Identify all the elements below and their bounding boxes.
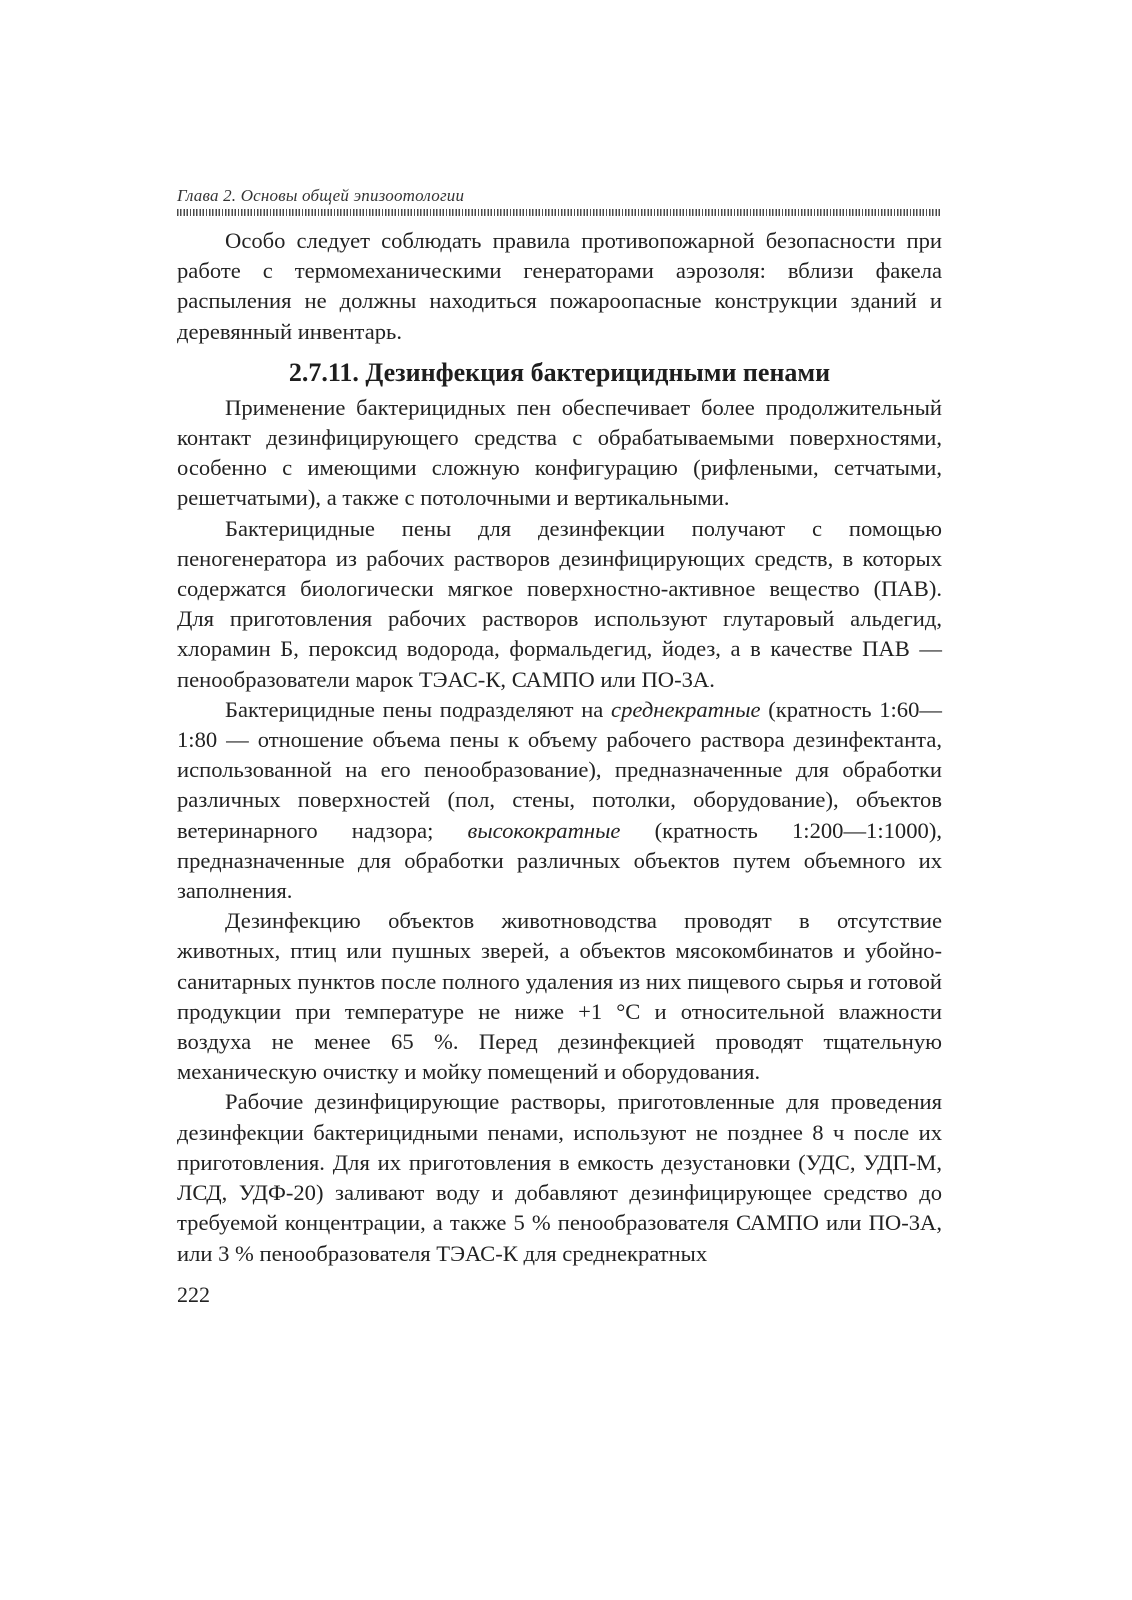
paragraph-1: Применение бактерицидных пен обеспечивает более продолжительный контакт дезинфицирующего средства с обрабатываемыми поверхностями, особенно с имеющими сложную конфигурацию (рифлеными, сетчатыми, решетчатыми), а также с потолочными и вертикальными.: [177, 394, 942, 511]
header-rule: [177, 209, 942, 216]
running-head: Глава 2. Основы общей эпизоотологии: [177, 186, 465, 205]
page-number: 222: [177, 1281, 210, 1307]
term-medium-expansion: среднекратные: [611, 696, 761, 722]
paragraph-3-text-2: (кратность 1:60—1:80 — отношение объема пены к объему рабочего раствора дезинфектанта, использованной на его пенообразование), предназначенные для обработки различных поверхностей (пол, стены, потолки, оборудование), объектов ветеринарного надзора;: [177, 696, 942, 843]
page-body: [177, 226, 942, 1269]
intro-paragraph: Особо следует соблюдать правила противопожарной безопасности при работе с термомеханическими генераторами аэрозоля: вблизи факела распыления не должны находиться пожароопасные конструкции зданий и деревянный инвентарь.: [177, 228, 942, 344]
term-high-expansion: высокократные: [467, 817, 621, 843]
paragraph-3-text-1: Бактерицидные пены подразделяют на: [225, 696, 612, 722]
book-page: [177, 186, 942, 1309]
paragraph-2: Бактерицидные пены для дезинфекции получают с помощью пеногенератора из рабочих растворов дезинфицирующих средств, в которых содержатся биологически мягкое поверхностно-активное вещество (ПАВ). Для приготовления рабочих растворов используют глутаровый альдегид, хлорамин Б, пероксид водорода, формальдегид, йодез, а в качестве ПАВ — пенообразователи марок ТЭАС-К, САМПО или ПО-3А.: [177, 515, 942, 692]
paragraph-4: Дезинфекцию объектов животноводства проводят в отсутствие животных, птиц или пушных зверей, а объектов мясокомбинатов и убойно-санитарных пунктов после полного удаления из них пищевого сырья и готовой продукции при температуре не ниже +1 °С и относительной влажности воздуха не менее 65 %. Перед дезинфекцией проводят тщательную механическую очистку и мойку помещений и оборудования.: [177, 908, 942, 1085]
paragraph-3: [177, 695, 942, 906]
paragraph-5: Рабочие дезинфицирующие растворы, приготовленные для проведения дезинфекции бактерицидными пенами, используют не позднее 8 ч после их приготовления. Для их приготовления в емкость дезустановки (УДС, УДП-М, ЛСД, УДФ-20) заливают воду и добавляют дезинфицирующее средство до требуемой концентрации, а также 5 % пенообразователя САМПО или ПО-3А, или 3 % пенообразователя ТЭАС-К для среднекратных: [177, 1089, 942, 1266]
paragraph-3-text-3: (кратность 1:200—1:1000), предназначенные для обработки различных объектов путем объемного их заполнения.: [177, 817, 942, 904]
section-heading: 2.7.11. Дезинфекция бактерицидными пенами: [288, 357, 831, 387]
